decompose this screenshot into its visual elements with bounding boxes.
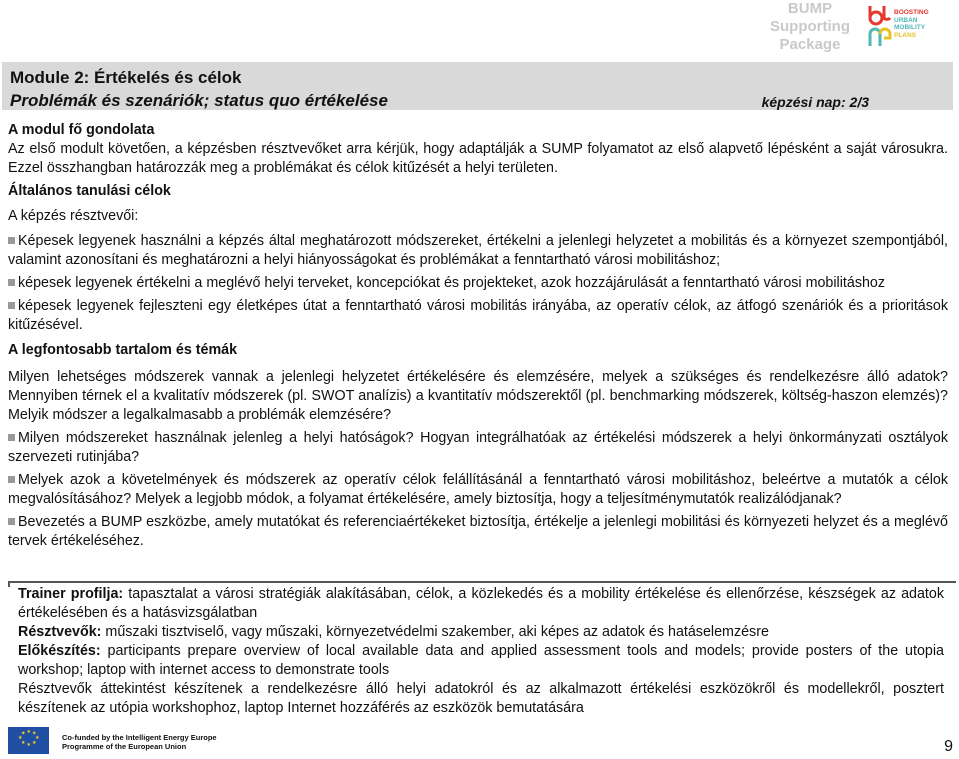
- brand-line: Supporting: [770, 18, 850, 35]
- main-content: [8, 121, 948, 551]
- goal-text: képesek legyenek fejleszteni egy életképes útat a fenntartható városi mobilitás irányába, az operatív célok, az átfogó szenáriók és a prioritások kitűzésével.: [8, 298, 948, 333]
- eu-line: Programme of the European Union: [62, 742, 187, 751]
- logo-tagline: [894, 9, 929, 39]
- topic-item: [8, 429, 948, 467]
- preparation-note: Résztvevők áttekintést készítenek a rendelkezésre álló helyi adatokról és az alkalmazott értékelési eszközökről és modellekről, posztert készítenek az utópia workshophoz, laptop Internet hozzáférés az eszközök bemutatására: [18, 681, 944, 716]
- svg-text:★: ★: [21, 740, 26, 746]
- trainer-profile-label: Trainer profilja:: [18, 586, 124, 602]
- brand-line: BUMP: [787, 0, 833, 17]
- participants-text: műszaki tisztviselő, vagy műszaki, környezetvédelmi szakember, aki képes az adatok és hatáselemzésre: [101, 624, 769, 640]
- goal-text: képesek legyenek értékelni a meglévő helyi terveket, koncepciókat és projekteket, azok hozzájárulását a fenntartható városi mobilitáshoz: [18, 275, 886, 291]
- trainer-profile: [18, 585, 944, 623]
- brand-text: [760, 0, 860, 54]
- topic-text: Milyen módszereket használnak jelenleg a helyi hatóságok? Hogyan integrálhatóak az értékelési módszerek a helyi önkormányzati osztályok szervezeti rutinjába?: [8, 430, 948, 465]
- topics-heading: A legfontosabb tartalom és témák: [8, 342, 238, 358]
- main-idea-text: Az első modult követően, a képzésben résztvevőket arra kérjük, hogy adaptálják a SUMP folyamatot az első alapvető lépésként a saját városukra. Ezzel összhangban határozzák meg a problémákat és célok kitűzését a helyi területen.: [8, 141, 948, 176]
- topic-text: Melyek azok a követelmények és módszerek az operatív célok felállításánál a fenntartható városi mobilitáshoz, beleértve a mutatók a célok megvalósításához? Melyek a legjobb módok, a folyamat értékelésére, amely biztosítja, hogy a teljesítménymutatók realizálódjanak?: [8, 472, 948, 507]
- participants: [18, 623, 944, 642]
- svg-text:★: ★: [32, 730, 37, 737]
- goal-item: [8, 297, 948, 335]
- svg-text:★: ★: [26, 742, 31, 748]
- main-idea-heading: A modul fő gondolata: [8, 122, 155, 138]
- bullet-icon: [8, 518, 15, 525]
- topic-item: [8, 471, 948, 509]
- training-day: képzési nap: 2/3: [761, 94, 869, 110]
- bullet-icon: [8, 302, 15, 309]
- eu-flag-icon: [8, 727, 49, 754]
- topic-item: [8, 513, 948, 551]
- module-subtitle: Problémák és szenáriók; status quo értékelése: [10, 91, 388, 110]
- bump-logo-mark: [866, 2, 892, 50]
- brand-line: Package: [779, 36, 841, 53]
- module-title: Module 2: Értékelés és célok: [10, 68, 242, 87]
- trainer-info: [18, 585, 944, 718]
- svg-text:★: ★: [18, 735, 23, 741]
- goal-text: Képesek legyenek használni a képzés által meghatározott módszereket, értékelni a jelenlegi helyzetet a mobilitás és a környezet szempontjából, valamint azonosítani és meghatározni a helyi hiányosságokat és problémákat a fenntartható városi mobilitáshoz;: [8, 233, 948, 268]
- bullet-icon: [8, 434, 15, 441]
- page-number: 9: [944, 738, 953, 755]
- svg-text:★: ★: [26, 729, 31, 735]
- logo-word: MOBILITY: [894, 24, 926, 31]
- bullet-icon: [8, 279, 15, 286]
- bullet-icon: [8, 237, 15, 244]
- preparation: [18, 642, 944, 680]
- goal-item: [8, 274, 948, 293]
- participants-label: Résztvevők:: [18, 624, 102, 640]
- bump-logo: [866, 2, 958, 54]
- trainer-profile-text: tapasztalat a városi stratégiák alakításában, célok, a közlekedés és a mobility értékelése és ellenőrzése, készségek az adatok értékelésében és a hatásvizsgálatban: [18, 586, 944, 621]
- goals-intro: A képzés résztvevői:: [8, 208, 139, 224]
- svg-text:★: ★: [35, 735, 40, 741]
- topics-intro: Milyen lehetséges módszerek vannak a jelenlegi helyzetet értékelésére és elemzésére, melyek a szükséges és rendelkezésre álló adatok? Mennyiben térnek el a kvalitatív módszerek (pl. SWOT analízis) a kvantitatív módszerektől (pl. benchmarking módszerek, költség-haszon elemzés)? Melyik módszer a legalkalmasabb a problémák elemzésére?: [8, 369, 948, 423]
- logo-word: PLANS: [894, 31, 917, 39]
- topic-text: Bevezetés a BUMP eszközbe, amely mutatókat és referenciaértékeket biztosítja, értékelje a jelenlegi mobilitási és környezeti helyzet és a meglévő tervek értékeléséhez.: [8, 514, 948, 549]
- svg-text:★: ★: [32, 740, 37, 746]
- goals-heading: Általános tanulási célok: [8, 183, 171, 199]
- eu-line: Co-funded by the Intelligent Energy Europe: [62, 733, 217, 742]
- bullet-icon: [8, 476, 15, 483]
- logo-word: BOOSTING: [894, 9, 929, 16]
- goal-item: [8, 232, 948, 270]
- svg-text:★: ★: [21, 730, 26, 737]
- preparation-label: Előkészítés:: [18, 643, 101, 659]
- logo-word: URBAN: [894, 16, 918, 24]
- eu-funding-text: [62, 733, 217, 751]
- preparation-text: participants prepare overview of local available data and applied assessment tools and models; provide posters of the utopia workshop; laptop with internet access to demonstrate tools: [18, 643, 944, 678]
